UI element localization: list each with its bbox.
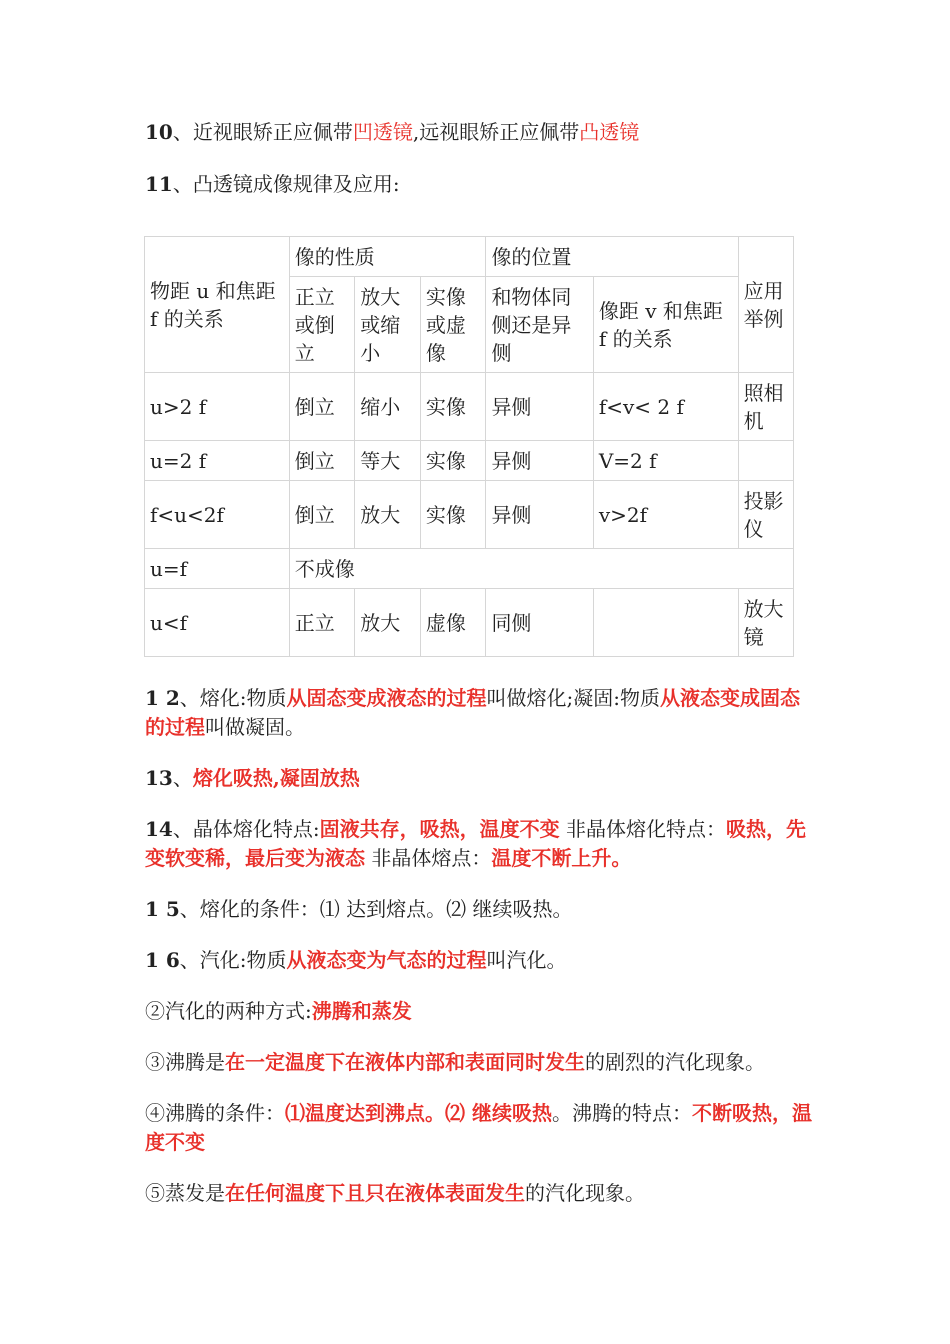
text: ②汽化的两种方式: [145,999,312,1023]
highlight-boiling: 在一定温度下在液体内部和表面同时发生 [225,1050,585,1074]
highlight-boil-evaporate: 沸腾和蒸发 [311,999,412,1023]
item-number: 1 6 [145,948,180,972]
table-row [145,549,794,589]
cell-real: 实像 [420,441,486,481]
highlight-amorphous: 吸热，先变软变稀，最后变为液态 [145,817,806,870]
item-number: 14 [145,817,173,841]
header-side: 和物体同侧还是异侧 [486,277,593,373]
text: 汽化:物质 [199,948,287,972]
cell-application [738,441,793,481]
cell-upright: 正立 [289,589,355,657]
text: 熔化:物质 [199,686,287,710]
table-row [145,589,794,657]
cell-side: 异侧 [486,481,593,549]
item-number: 1 5 [145,897,180,921]
table-row [145,441,794,481]
cell-application: 放大镜 [738,589,793,657]
table-row [145,373,794,441]
highlight-solidify-def: 从液态变成固态的过程 [145,686,801,739]
text: 非晶体熔化特点： [559,817,726,841]
highlight-vaporize-def: 从液态变为气态的过程 [286,948,487,972]
text: 叫汽化。 [486,948,567,972]
cell-size: 放大 [355,589,421,657]
header-real-virtual: 实像或虚像 [420,277,486,373]
cell-u: u=2 f [145,441,290,481]
text: 熔化的条件：⑴ 达到熔点。⑵ 继续吸热。 [199,897,573,921]
item-number: 11 [145,172,173,196]
highlight-boil-condition: ⑴温度达到沸点。⑵ 继续吸热 [285,1101,552,1125]
separator: 、 [172,172,193,196]
item-11 [145,170,815,199]
text: ⑤蒸发是 [145,1181,225,1205]
header-upright: 正立或倒立 [289,277,355,373]
table-row [145,481,794,549]
item-circled-2 [145,997,815,1026]
highlight-heat: 熔化吸热,凝固放热 [192,766,360,790]
item-16 [145,946,815,975]
item-13 [145,764,815,793]
cell-side: 异侧 [486,373,593,441]
cell-upright: 倒立 [289,373,355,441]
item-12 [145,684,815,742]
item-10 [145,118,815,147]
item-circled-5 [145,1179,815,1208]
text: 的剧烈的汽化现象。 [585,1050,765,1074]
highlight-crystal: 固液共存，吸热，温度不变 [319,817,560,841]
text: 。沸腾的特点： [551,1101,692,1125]
cell-side: 同侧 [486,589,593,657]
header-image-distance: 像距 v 和焦距 f 的关系 [593,277,738,373]
cell-u: u=f [145,549,290,589]
cell-real: 实像 [420,373,486,441]
text: ,远视眼矫正应佩带 [412,120,580,144]
cell-no-image: 不成像 [289,549,793,589]
text: ④沸腾的条件： [145,1101,285,1125]
cell-v [593,589,738,657]
cell-real: 实像 [420,481,486,549]
item-15 [145,895,815,924]
text: 近视眼矫正应佩带 [192,120,353,144]
item-number: 1 2 [145,686,180,710]
lens-imaging-table [144,236,794,657]
item-number: 10 [145,120,173,144]
text: 叫做凝固。 [205,715,305,739]
cell-size: 等大 [355,441,421,481]
text: 凸透镜成像规律及应用: [192,172,400,196]
cell-size: 缩小 [355,373,421,441]
text: 叫做熔化;凝固:物质 [486,686,661,710]
item-circled-3 [145,1048,815,1077]
item-circled-4 [145,1099,815,1157]
cell-upright: 倒立 [289,441,355,481]
header-application: 应用举例 [738,237,793,373]
header-image-nature: 像的性质 [289,237,486,277]
separator: 、 [172,766,193,790]
separator: 、 [172,817,193,841]
cell-application: 照相机 [738,373,793,441]
cell-size: 放大 [355,481,421,549]
cell-u: f<u<2f [145,481,290,549]
highlight-melting-def: 从固态变成液态的过程 [286,686,487,710]
separator: 、 [179,948,200,972]
separator: 、 [172,120,193,144]
highlight-evaporation: 在任何温度下且只在液体表面发生 [225,1181,525,1205]
text: ③沸腾是 [145,1050,225,1074]
highlight-boil-feature: 不断吸热，温度不变 [145,1101,812,1154]
cell-u: u<f [145,589,290,657]
cell-real: 虚像 [420,589,486,657]
separator: 、 [179,897,200,921]
highlight-concave-lens: 凹透镜 [352,120,413,144]
header-object-distance: 物距 u 和焦距 f 的关系 [145,237,290,373]
text: 的汽化现象。 [525,1181,645,1205]
cell-application: 投影仪 [738,481,793,549]
header-size: 放大或缩小 [355,277,421,373]
item-14 [145,815,815,873]
text: 非晶体熔点： [365,846,492,870]
cell-v: f<v< 2 f [593,373,738,441]
cell-upright: 倒立 [289,481,355,549]
header-image-position: 像的位置 [486,237,738,277]
separator: 、 [179,686,200,710]
cell-u: u>2 f [145,373,290,441]
cell-v: v>2f [593,481,738,549]
cell-side: 异侧 [486,441,593,481]
highlight-convex-lens: 凸透镜 [579,120,640,144]
highlight-amorphous-temp: 温度不断上升。 [491,846,632,870]
item-number: 13 [145,766,173,790]
cell-v: V=2 f [593,441,738,481]
text: 晶体熔化特点: [192,817,320,841]
table-header-row [145,237,794,277]
